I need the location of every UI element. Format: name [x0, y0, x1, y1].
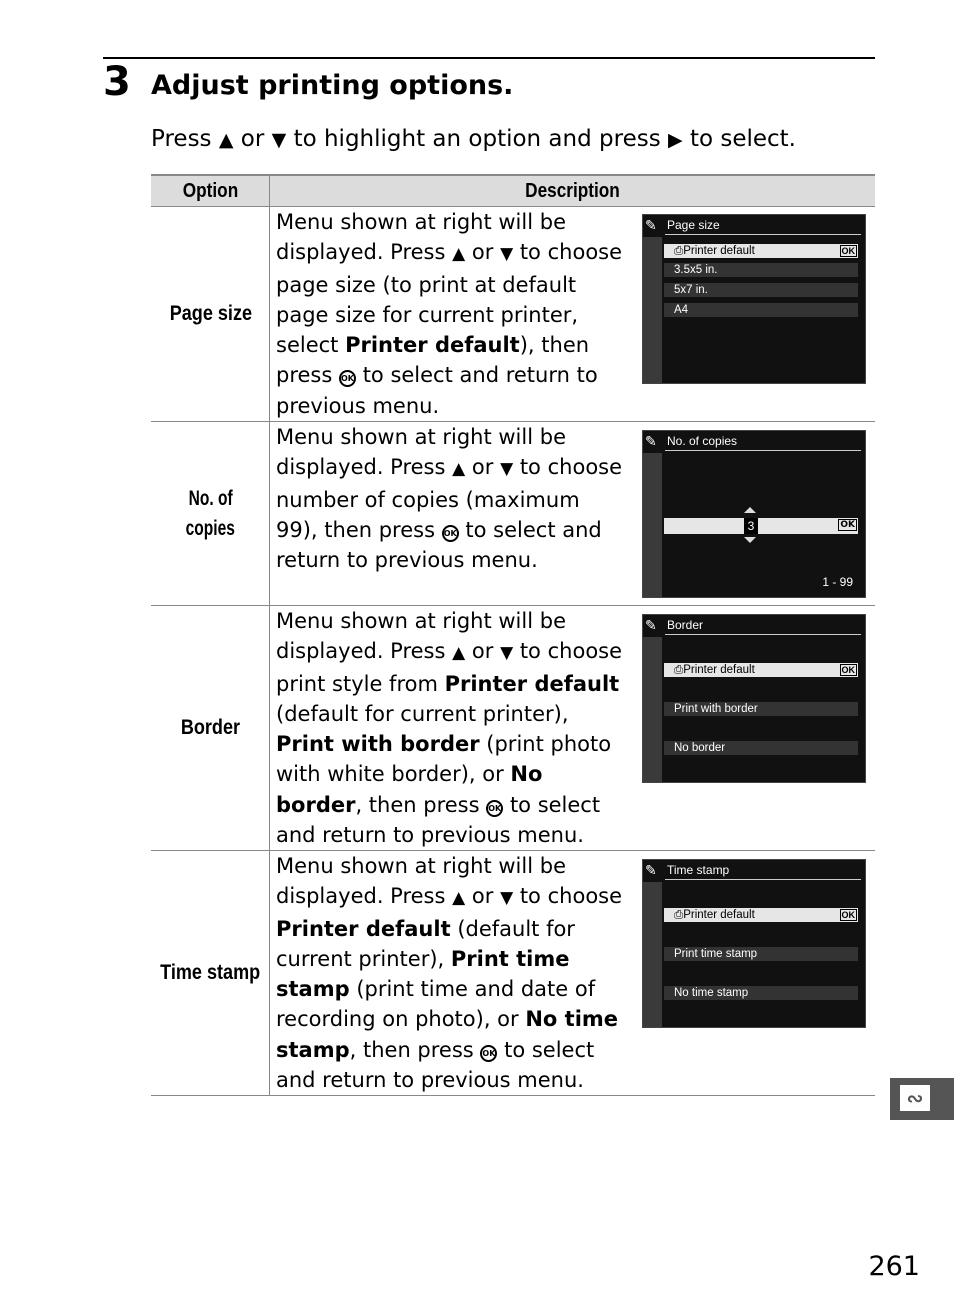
ok-button-icon: OK — [442, 525, 459, 542]
page-size-screen — [642, 214, 866, 384]
up-arrow-icon: ▲ — [452, 643, 466, 664]
top-rule — [103, 57, 875, 59]
option-label: Time stamp — [160, 961, 261, 984]
menu-item[interactable]: A4 — [664, 303, 858, 317]
header-description: Description — [525, 179, 620, 202]
printer-icon: ⎙ — [674, 245, 684, 257]
option-label: Border — [180, 716, 241, 739]
screen-sidebar — [643, 215, 662, 383]
copies-range: 1 - 99 — [822, 575, 853, 589]
time-stamp-screen — [642, 859, 866, 1028]
print-menu-icon: ✎ — [645, 218, 657, 234]
instruction-or: or — [240, 126, 265, 152]
table-row — [151, 207, 875, 422]
down-arrow-icon: ▼ — [500, 244, 514, 265]
screen-title: Page size — [667, 218, 720, 232]
copies-selector[interactable] — [664, 518, 858, 534]
header-option: Option — [182, 179, 239, 202]
description: Menu shown at right will be displayed. Press ▲ or ▼ to choose page size (to print at default page size for current printer, select Printer default), then press OK to select and return to previous menu. — [276, 210, 623, 418]
menu-item[interactable]: ⎙Printer default OK — [664, 244, 858, 258]
instruction-press: Press — [151, 126, 212, 152]
down-arrow-icon: ▼ — [500, 459, 514, 480]
menu-item[interactable]: 5x7 in. — [664, 283, 858, 297]
up-arrow-icon: ▲ — [218, 129, 234, 151]
table-row — [151, 422, 875, 606]
up-arrow-icon: ▲ — [452, 244, 466, 265]
ok-button-icon: OK — [486, 800, 503, 817]
instruction — [151, 122, 796, 157]
copies-value: 3 — [744, 518, 758, 534]
instruction-select: to select. — [689, 126, 796, 152]
description: Menu shown at right will be displayed. Press ▲ or ▼ to choose Printer default (default for current printer), Print time stamp (print time and date of recording on photo), or No time stamp, then press OK to select and return to previous menu. — [276, 854, 623, 1093]
printer-icon: ⎙ — [674, 909, 684, 921]
menu-item[interactable]: ⎙Printer default OK — [664, 663, 858, 677]
table-row — [151, 851, 875, 1096]
description: Menu shown at right will be displayed. Press ▲ or ▼ to choose print style from Printer default (default for current printer), Print with border (print photo with white border), or No border, then press OK to select and return to previous menu. — [276, 609, 623, 848]
border-screen — [642, 614, 866, 783]
ok-badge: OK — [841, 246, 855, 256]
screen-sidebar — [643, 431, 662, 597]
section-tab — [890, 1078, 954, 1120]
screen-sidebar — [643, 860, 662, 1027]
print-menu-icon: ✎ — [645, 618, 657, 634]
screen-title: Time stamp — [667, 863, 730, 877]
up-arrow-icon: ▲ — [452, 459, 466, 480]
ok-button-icon: OK — [480, 1045, 497, 1062]
option-label: Page size — [169, 302, 252, 325]
menu-item[interactable]: 3.5x5 in. — [664, 263, 858, 277]
table-row — [151, 606, 875, 851]
menu-item[interactable]: No border — [664, 741, 858, 755]
ok-button-icon: OK — [339, 370, 356, 387]
print-menu-icon: ✎ — [645, 434, 657, 450]
printer-icon: ⎙ — [674, 664, 684, 676]
menu-item[interactable]: No time stamp — [664, 986, 858, 1000]
instruction-highlight: to highlight an option and press — [293, 126, 661, 152]
ok-badge: OK — [840, 520, 855, 530]
menu-item[interactable]: ⎙Printer default OK — [664, 908, 858, 922]
screen-sidebar — [643, 615, 662, 782]
screen-title: Border — [667, 618, 704, 632]
down-arrow-icon: ▼ — [271, 129, 287, 151]
step-title: Adjust printing options. — [151, 70, 514, 101]
menu-item[interactable]: Print time stamp — [664, 947, 858, 961]
copies-screen — [642, 430, 866, 598]
ok-badge: OK — [841, 665, 855, 675]
connection-icon: ∾ — [900, 1085, 930, 1111]
increment-arrow-icon[interactable] — [744, 507, 756, 513]
down-arrow-icon: ▼ — [500, 643, 514, 664]
table-header — [151, 174, 875, 207]
decrement-arrow-icon[interactable] — [744, 537, 756, 543]
up-arrow-icon: ▲ — [452, 888, 466, 909]
option-label: No. of copies — [185, 486, 236, 540]
screen-title: No. of copies — [667, 434, 738, 448]
description: Menu shown at right will be displayed. Press ▲ or ▼ to choose number of copies (maximum 99), then press OK to select and return to previous menu. — [276, 425, 623, 573]
menu-item[interactable]: Print with border — [664, 702, 858, 716]
ok-badge: OK — [841, 910, 855, 920]
right-arrow-icon: ▶ — [668, 129, 683, 151]
down-arrow-icon: ▼ — [500, 888, 514, 909]
options-table — [151, 174, 875, 1096]
page-number: 261 — [868, 1251, 920, 1282]
print-menu-icon: ✎ — [645, 863, 657, 879]
step-number: 3 — [103, 59, 131, 105]
